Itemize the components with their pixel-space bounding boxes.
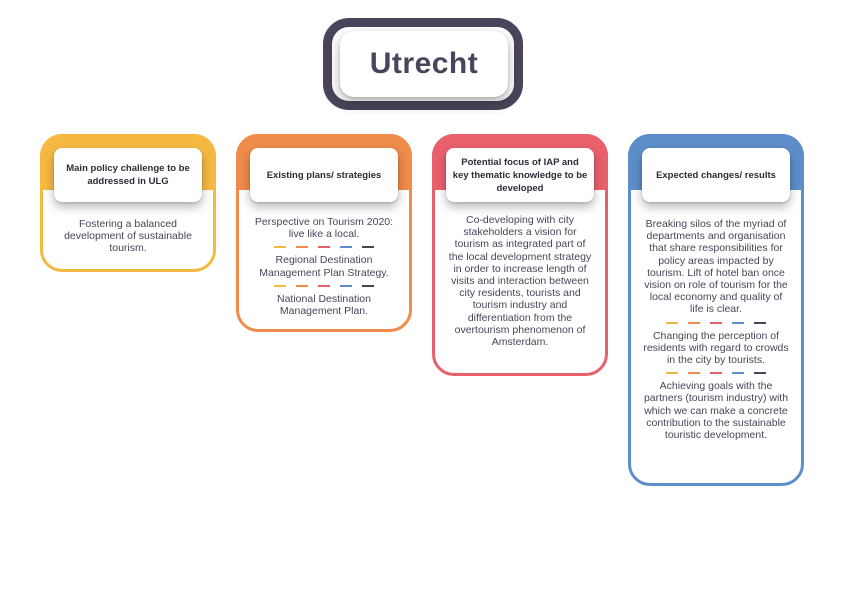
existing-plan-item: Perspective on Tourism 2020: live like a local. bbox=[254, 216, 394, 241]
separator-dashes bbox=[252, 246, 396, 248]
separator-dashes bbox=[252, 285, 396, 287]
column-iap-focus-body bbox=[446, 214, 594, 348]
policy-challenge-text: Fostering a balanced development of sustainable tourism. bbox=[64, 218, 192, 255]
expected-result-item: Achieving goals with the partners (tourism industry) with which we can make a concrete contribution to the sustainable touristic development. bbox=[643, 380, 789, 442]
expected-result-item: Breaking silos of the myriad of departments and organisation that share responsibilities for policy areas impacted by tourism. Lift of hotel ban once vision on role of tourism for the local economy and quality of life is clear. bbox=[644, 218, 788, 316]
separator-dashes bbox=[643, 372, 789, 374]
separator-dashes bbox=[643, 322, 789, 324]
expected-result-item: Changing the perception of residents with regard to crowds in the city by tourists. bbox=[643, 329, 789, 367]
column-expected-results-body bbox=[643, 218, 789, 441]
column-iap-focus-heading: Potential focus of IAP and key thematic knowledge to be developed bbox=[446, 148, 594, 202]
column-existing-plans-heading: Existing plans/ strategies bbox=[250, 148, 398, 202]
iap-focus-text: Co-developing with city stakeholders a vision for tourism as integrated part of the local development strategy in order to increase length of visits and interaction between city residents, tourists and tourism industry and differentiation from the overtourism phenomenon of Amsterdam. bbox=[448, 214, 592, 349]
column-existing-plans-body bbox=[252, 216, 396, 317]
column-policy-challenge-body bbox=[54, 218, 202, 255]
column-policy-challenge-heading: Main policy challenge to be addressed in ULG bbox=[54, 148, 202, 202]
existing-plan-item: National Destination Management Plan. bbox=[277, 292, 371, 318]
column-expected-results-heading: Expected changes/ results bbox=[642, 148, 790, 202]
existing-plan-item: Regional Destination Management Plan Strategy. bbox=[259, 254, 389, 279]
page-title: Utrecht bbox=[340, 31, 508, 97]
